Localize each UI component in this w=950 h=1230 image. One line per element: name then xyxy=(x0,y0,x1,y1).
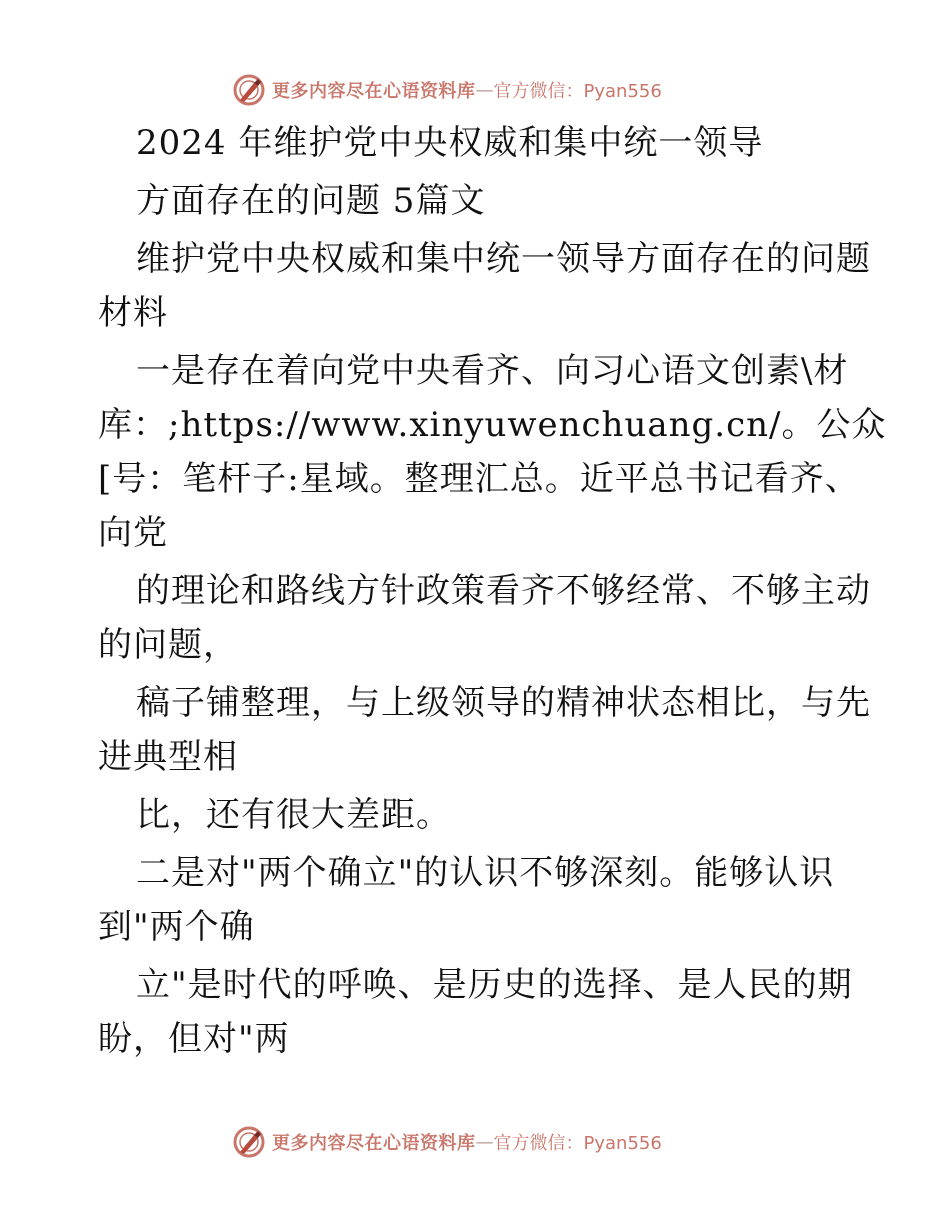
document-title-line-2: 方面存在的问题 5篇文 xyxy=(136,181,486,221)
footer-watermark xyxy=(232,1124,752,1160)
header-watermark xyxy=(232,72,752,108)
paragraph-line: 向党 xyxy=(98,513,168,553)
watermark-contact: 官方微信：Pyan556 xyxy=(493,1133,662,1154)
watermark-separator: — xyxy=(475,79,494,101)
paragraph-line: 二是对"两个确立"的认识不够深刻。能够认识 xyxy=(136,853,835,893)
paragraph-line: 立"是时代的呼唤、是历史的选择、是人民的期 xyxy=(136,965,853,1005)
paragraph-line: 库：;https://www.xinyuwenchuang.cn/。公众 xyxy=(98,405,887,445)
paragraph-line: 维护党中央权威和集中统一领导方面存在的问题 xyxy=(136,239,871,279)
watermark-text: 更多内容尽在心语资料库 xyxy=(272,1133,476,1154)
paragraph-line: 盼，但对"两 xyxy=(98,1019,290,1059)
watermark-separator: — xyxy=(475,1131,494,1153)
pen-logo-icon xyxy=(232,1125,266,1159)
paragraph-line: 进典型相 xyxy=(98,737,238,777)
paragraph-line: [号：笔杆子:星域。整理汇总。近平总书记看齐、 xyxy=(98,459,860,499)
paragraph-line: 一是存在着向党中央看齐、向习心语文创素\材 xyxy=(136,351,849,391)
paragraph-line: 到"两个确 xyxy=(98,907,255,947)
paragraph-line: 比，还有很大差距。 xyxy=(136,795,451,835)
paragraph-line: 的理论和路线方针政策看齐不够经常、不够主动 xyxy=(136,571,871,611)
document-title-line-1: 2024 年维护党中央权威和集中统一领导 xyxy=(136,123,764,163)
watermark-text: 更多内容尽在心语资料库 xyxy=(272,81,476,102)
watermark-contact: 官方微信：Pyan556 xyxy=(493,81,662,102)
pen-logo-icon xyxy=(232,73,266,107)
paragraph-line: 材料 xyxy=(98,293,168,333)
paragraph-line: 的问题， xyxy=(98,625,238,665)
document-body xyxy=(98,123,887,1059)
paragraph-line: 稿子铺整理，与上级领导的精神状态相比，与先 xyxy=(136,683,871,723)
